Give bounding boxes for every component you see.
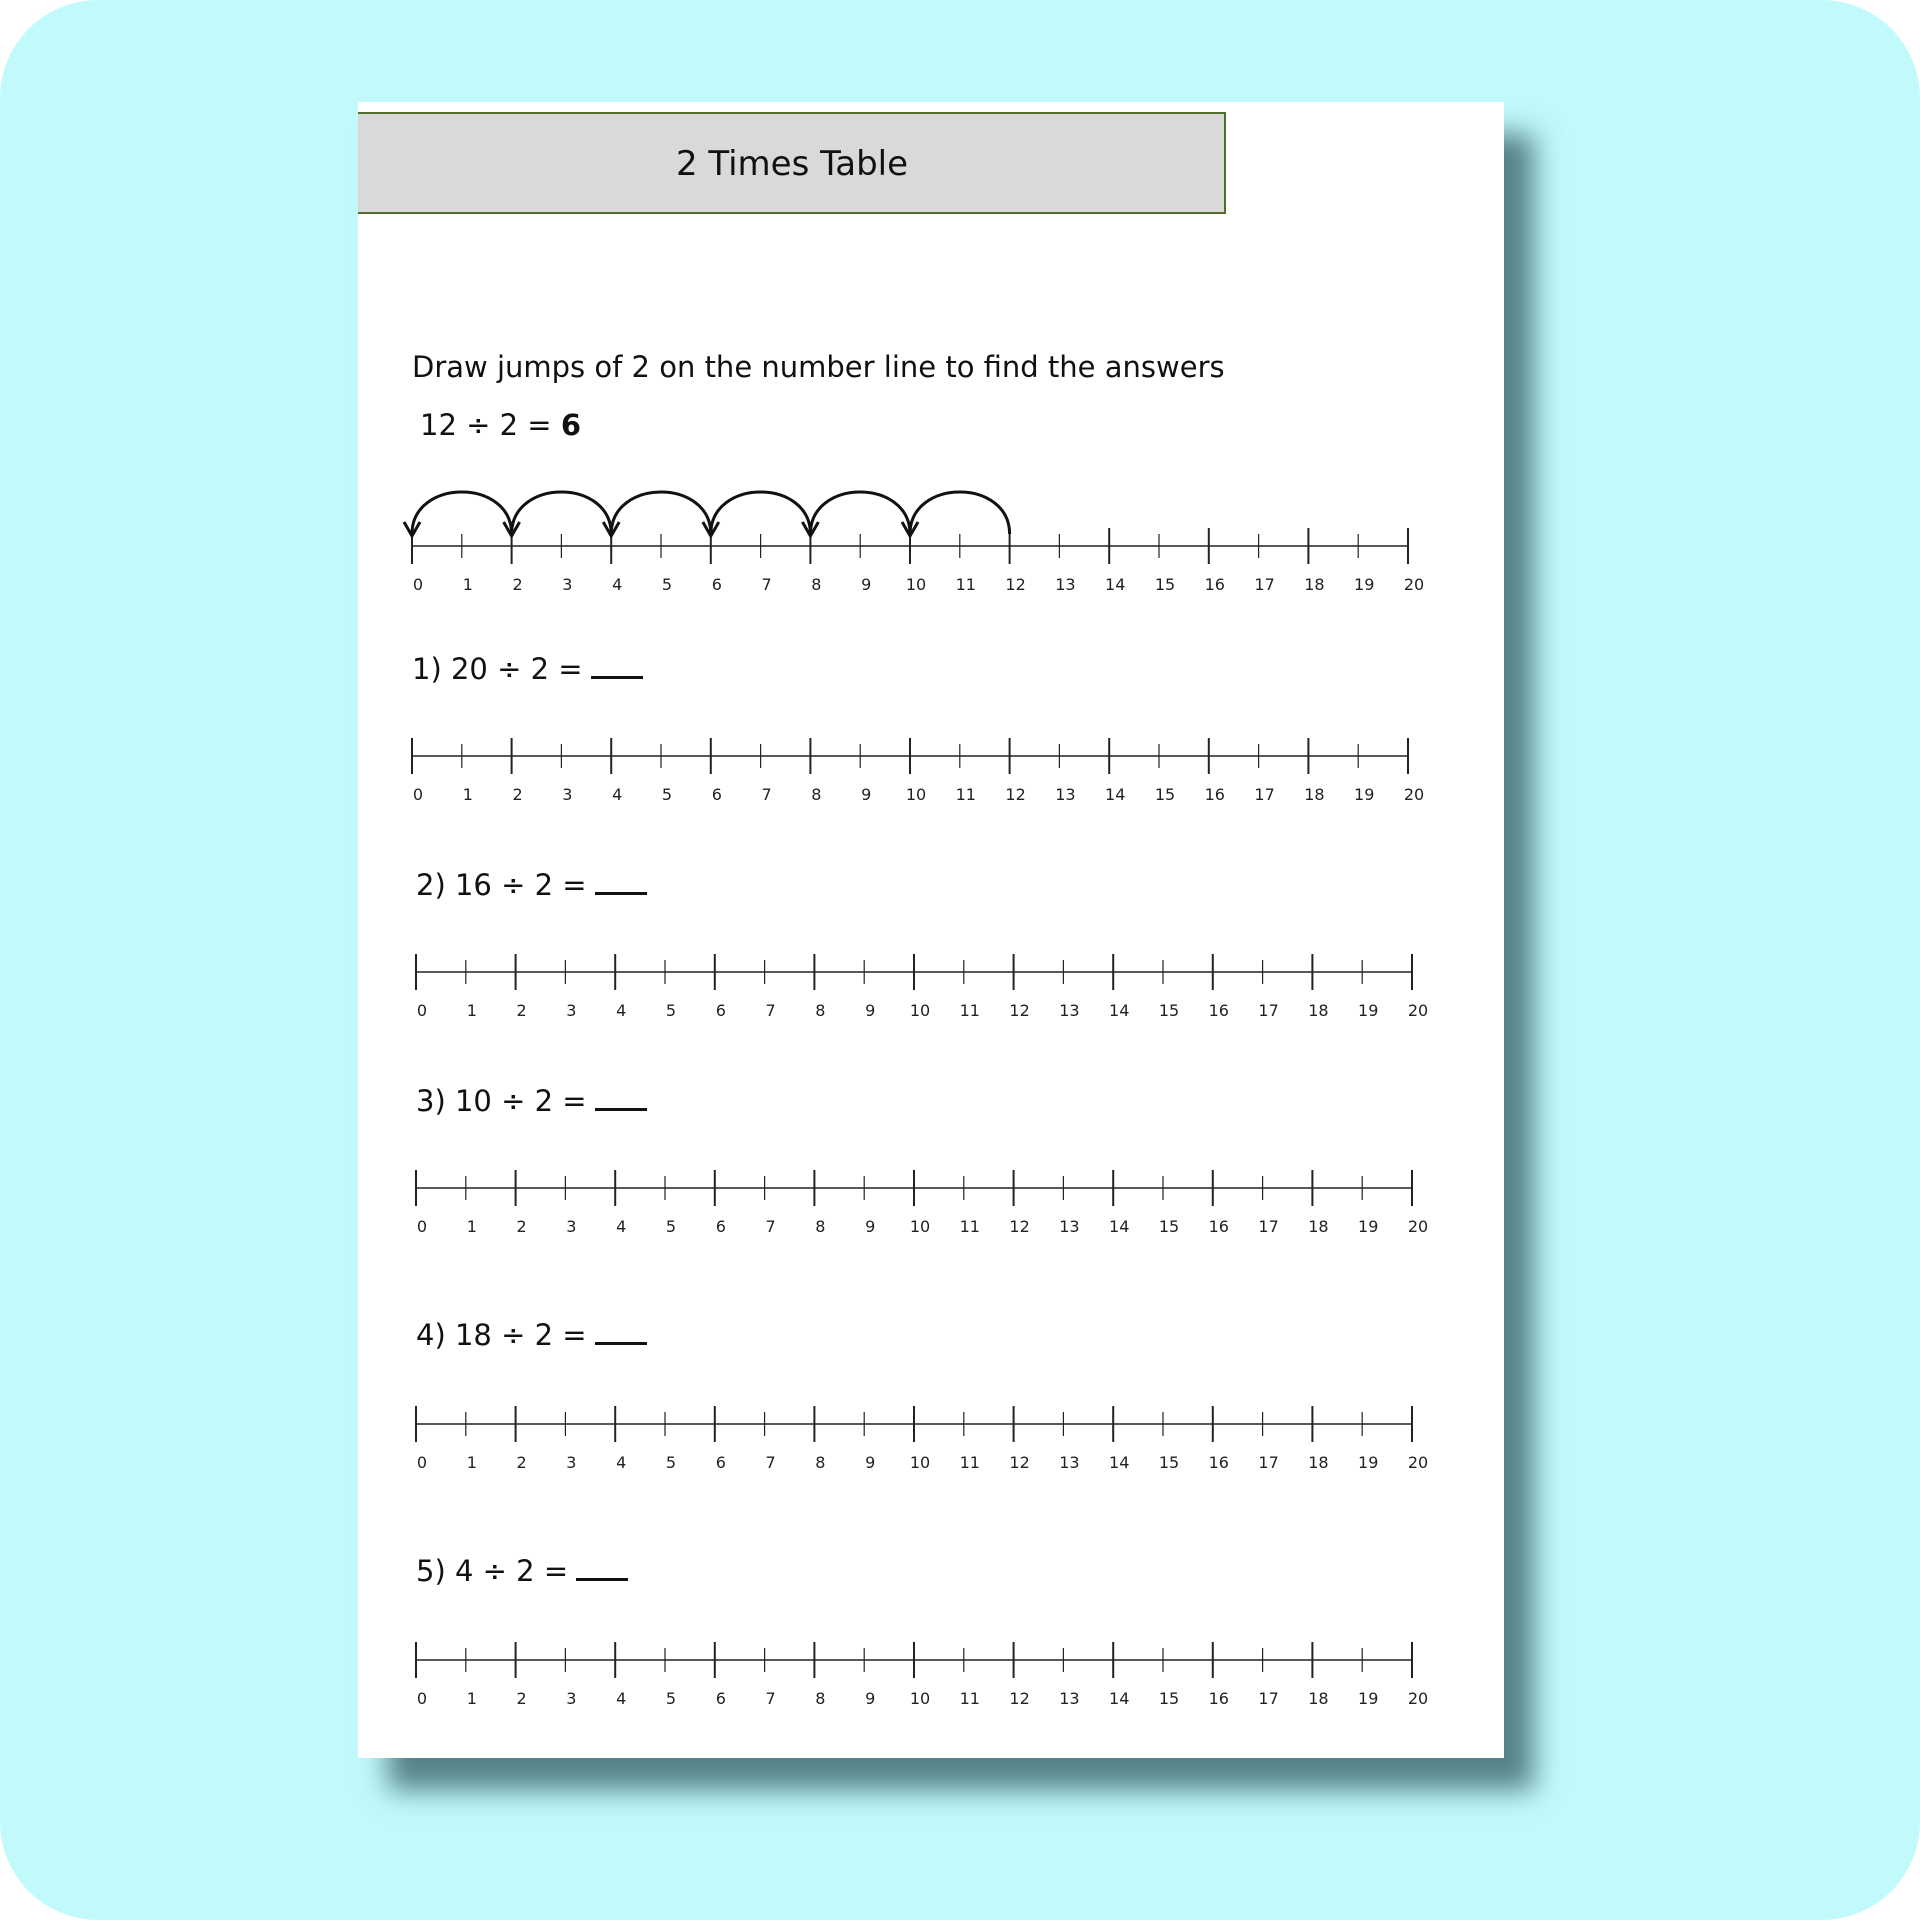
- tick-label: 0: [416, 1453, 428, 1472]
- tick-label: 15: [1154, 575, 1176, 594]
- tick-label: 19: [1358, 1689, 1379, 1708]
- tick-label: 13: [1059, 1217, 1080, 1236]
- tick-label: 13: [1059, 1689, 1080, 1708]
- question-5: [416, 1554, 628, 1588]
- tick-label: 7: [761, 785, 772, 804]
- jump-arc: [810, 492, 910, 534]
- tick-label: 8: [815, 1689, 826, 1708]
- tick-label: 15: [1158, 1689, 1180, 1708]
- tick-label: 9: [865, 1001, 876, 1020]
- jump-arc: [711, 492, 811, 534]
- tick-label: 2: [516, 1689, 527, 1708]
- question-1-label: 1) 20 ÷ 2 =: [412, 652, 583, 686]
- tick-label: 17: [1258, 1001, 1279, 1020]
- question-5-label: 5) 4 ÷ 2 =: [416, 1554, 569, 1588]
- tick-label: 0: [416, 1217, 428, 1236]
- tick-label: 8: [815, 1217, 826, 1236]
- example-equation: [420, 408, 581, 442]
- question-3: [416, 1084, 647, 1118]
- tick-label: 10: [909, 1217, 931, 1236]
- tick-label: 5: [665, 1453, 677, 1472]
- tick-label: 7: [765, 1217, 776, 1236]
- tick-label: 9: [861, 785, 872, 804]
- tick-label: 12: [1005, 785, 1026, 804]
- worksheet-page: [358, 102, 1504, 1758]
- tick-label: 2: [512, 575, 523, 594]
- tick-label: 11: [955, 575, 976, 594]
- tick-label: 7: [765, 1001, 776, 1020]
- tick-label: 19: [1358, 1453, 1379, 1472]
- tick-label: 15: [1158, 1217, 1180, 1236]
- tick-label: 17: [1254, 575, 1275, 594]
- tick-label: 6: [715, 1453, 726, 1472]
- tick-label: 13: [1059, 1001, 1080, 1020]
- tick-label: 6: [711, 785, 722, 804]
- tick-label: 20: [1403, 785, 1425, 804]
- tick-label: 20: [1407, 1453, 1429, 1472]
- tick-label: 17: [1254, 785, 1275, 804]
- answer-blank-4[interactable]: [595, 1318, 647, 1345]
- example-answer: 6: [560, 408, 582, 442]
- tick-label: 5: [665, 1001, 677, 1020]
- tick-label: 18: [1308, 1217, 1329, 1236]
- tick-label: 1: [466, 1001, 477, 1020]
- tick-label: 8: [811, 575, 822, 594]
- tick-label: 5: [661, 785, 673, 804]
- worksheet-title: 2 Times Table: [675, 144, 909, 184]
- tick-label: 8: [811, 785, 822, 804]
- tick-label: 9: [865, 1689, 876, 1708]
- tick-label: 20: [1403, 575, 1425, 594]
- tick-label: 20: [1407, 1689, 1429, 1708]
- question-2-label: 2) 16 ÷ 2 =: [416, 868, 587, 902]
- tick-label: 2: [516, 1001, 527, 1020]
- number-line-5: [358, 1626, 1504, 1706]
- tick-label: 4: [616, 1689, 627, 1708]
- example-expression: 12 ÷ 2 =: [420, 408, 552, 442]
- answer-blank-3[interactable]: [595, 1084, 647, 1111]
- tick-label: 19: [1358, 1001, 1379, 1020]
- tick-label: 4: [612, 785, 623, 804]
- tick-label: 18: [1308, 1453, 1329, 1472]
- tick-label: 4: [616, 1217, 627, 1236]
- tick-label: 1: [462, 785, 473, 804]
- tick-label: 6: [715, 1689, 726, 1708]
- tick-label: 11: [959, 1001, 980, 1020]
- tick-label: 10: [909, 1453, 931, 1472]
- tick-label: 14: [1109, 1001, 1130, 1020]
- tick-label: 10: [905, 575, 927, 594]
- jump-arc: [611, 492, 711, 534]
- tick-label: 10: [909, 1001, 931, 1020]
- tick-label: 2: [516, 1217, 527, 1236]
- number-line-2: [358, 938, 1504, 1018]
- tick-label: 17: [1258, 1453, 1279, 1472]
- tick-label: 13: [1055, 785, 1076, 804]
- tick-label: 6: [711, 575, 722, 594]
- tick-label: 16: [1208, 1453, 1229, 1472]
- tick-label: 11: [959, 1453, 980, 1472]
- question-2: [416, 868, 647, 902]
- tick-label: 14: [1105, 575, 1126, 594]
- tick-label: 1: [466, 1217, 477, 1236]
- tick-label: 16: [1204, 575, 1225, 594]
- tick-label: 17: [1258, 1217, 1279, 1236]
- question-4-label: 4) 18 ÷ 2 =: [416, 1318, 587, 1352]
- tick-label: 13: [1055, 575, 1076, 594]
- tick-label: 0: [412, 785, 424, 804]
- tick-label: 16: [1208, 1001, 1229, 1020]
- tick-label: 9: [865, 1217, 876, 1236]
- tick-label: 3: [562, 785, 573, 804]
- tick-label: 10: [905, 785, 927, 804]
- tick-label: 14: [1109, 1453, 1130, 1472]
- answer-blank-2[interactable]: [595, 868, 647, 895]
- instruction-text: Draw jumps of 2 on the number line to find the answers: [412, 350, 1225, 384]
- tick-label: 12: [1009, 1453, 1030, 1472]
- number-line-3: [358, 1154, 1504, 1234]
- tick-label: 14: [1109, 1217, 1130, 1236]
- tick-label: 6: [715, 1001, 726, 1020]
- jump-arc: [512, 492, 612, 534]
- question-1: [412, 652, 643, 686]
- question-3-label: 3) 10 ÷ 2 =: [416, 1084, 587, 1118]
- answer-blank-5[interactable]: [576, 1554, 628, 1581]
- tick-label: 11: [955, 785, 976, 804]
- tick-label: 7: [765, 1453, 776, 1472]
- tick-label: 4: [616, 1001, 627, 1020]
- tick-label: 10: [909, 1689, 931, 1708]
- jump-arc: [412, 492, 512, 534]
- tick-label: 3: [562, 575, 573, 594]
- tick-label: 3: [566, 1217, 577, 1236]
- tick-label: 19: [1354, 575, 1375, 594]
- tick-label: 0: [416, 1001, 428, 1020]
- tick-label: 16: [1208, 1217, 1229, 1236]
- tick-label: 9: [861, 575, 872, 594]
- tick-label: 15: [1158, 1453, 1180, 1472]
- tick-label: 5: [661, 575, 673, 594]
- tick-label: 18: [1304, 785, 1325, 804]
- tick-label: 16: [1204, 785, 1225, 804]
- answer-blank-1[interactable]: [591, 652, 643, 679]
- tick-label: 14: [1105, 785, 1126, 804]
- tick-label: 2: [512, 785, 523, 804]
- tick-label: 12: [1009, 1689, 1030, 1708]
- tick-label: 18: [1308, 1689, 1329, 1708]
- tick-label: 8: [815, 1453, 826, 1472]
- tick-label: 5: [665, 1689, 677, 1708]
- tick-label: 19: [1358, 1217, 1379, 1236]
- tick-label: 19: [1354, 785, 1375, 804]
- tick-label: 15: [1154, 785, 1176, 804]
- tick-label: 4: [612, 575, 623, 594]
- jump-arc: [910, 492, 1010, 534]
- tick-label: 1: [462, 575, 473, 594]
- tick-label: 9: [865, 1453, 876, 1472]
- tick-label: 11: [959, 1689, 980, 1708]
- tick-label: 4: [616, 1453, 627, 1472]
- number-line-1: [358, 722, 1504, 802]
- tick-label: 20: [1407, 1217, 1429, 1236]
- title-banner: [358, 112, 1226, 214]
- tick-label: 7: [761, 575, 772, 594]
- tick-label: 18: [1308, 1001, 1329, 1020]
- tick-label: 11: [959, 1217, 980, 1236]
- tick-label: 0: [412, 575, 424, 594]
- tick-label: 0: [416, 1689, 428, 1708]
- tick-label: 8: [815, 1001, 826, 1020]
- tick-label: 3: [566, 1689, 577, 1708]
- tick-label: 13: [1059, 1453, 1080, 1472]
- number-line-4: [358, 1390, 1504, 1470]
- tick-label: 17: [1258, 1689, 1279, 1708]
- tick-label: 20: [1407, 1001, 1429, 1020]
- tick-label: 3: [566, 1453, 577, 1472]
- tick-label: 12: [1009, 1001, 1030, 1020]
- tick-label: 5: [665, 1217, 677, 1236]
- tick-label: 7: [765, 1689, 776, 1708]
- tick-label: 15: [1158, 1001, 1180, 1020]
- tick-label: 6: [715, 1217, 726, 1236]
- tick-label: 2: [516, 1453, 527, 1472]
- tick-label: 3: [566, 1001, 577, 1020]
- tick-label: 12: [1005, 575, 1026, 594]
- example-number-line: [358, 462, 1504, 592]
- tick-label: 14: [1109, 1689, 1130, 1708]
- question-4: [416, 1318, 647, 1352]
- tick-label: 12: [1009, 1217, 1030, 1236]
- tick-label: 1: [466, 1453, 477, 1472]
- tick-label: 16: [1208, 1689, 1229, 1708]
- tick-label: 18: [1304, 575, 1325, 594]
- tick-label: 1: [466, 1689, 477, 1708]
